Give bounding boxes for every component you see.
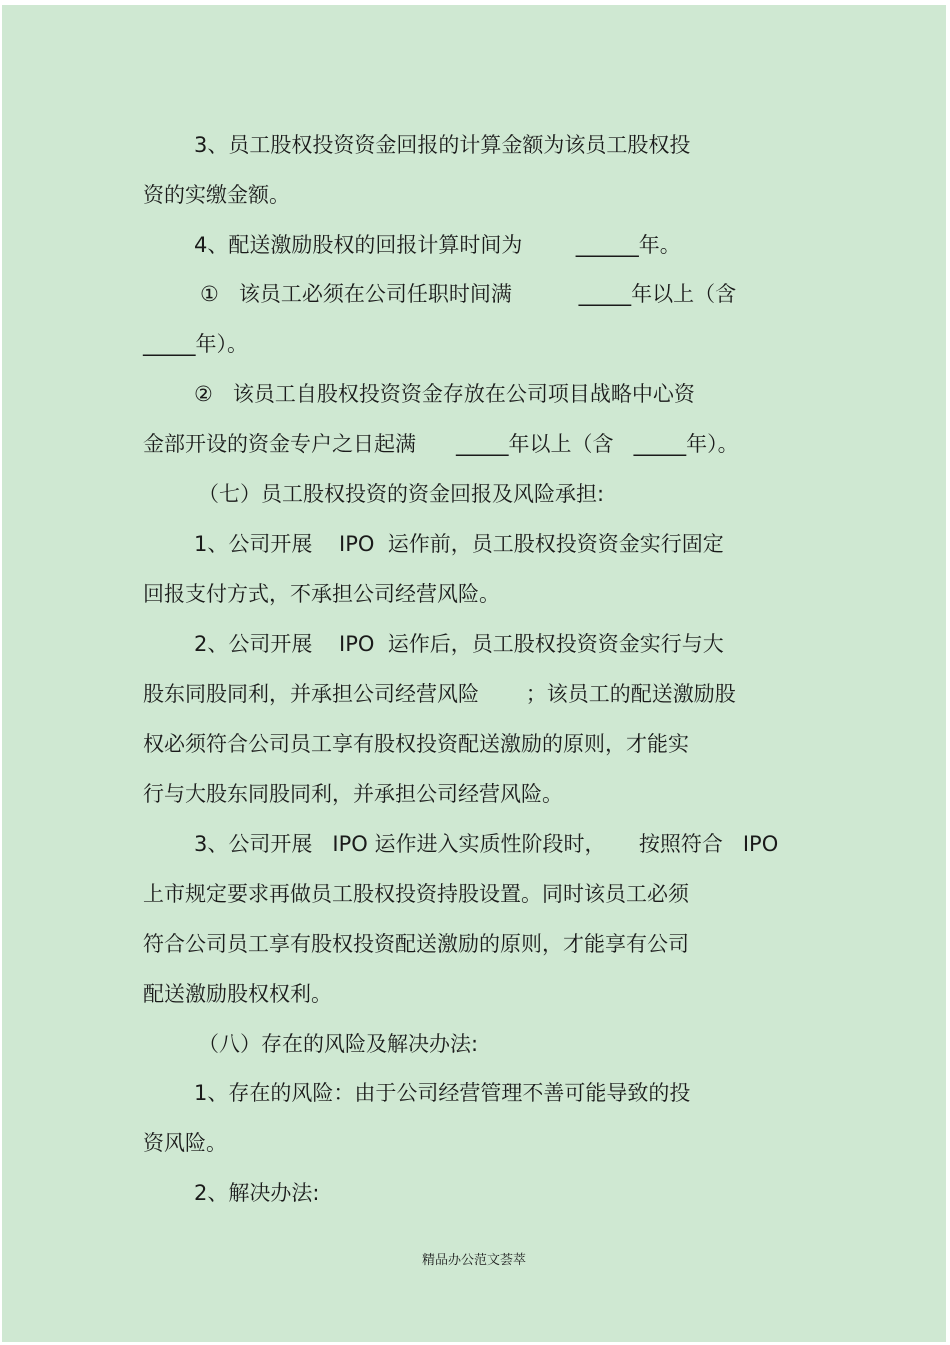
text-line: ② 该员工自股权投资资金存放在公司项目战略中心资	[194, 382, 695, 406]
text-line: 4、配送激励股权的回报计算时间为 ______年。	[194, 233, 681, 257]
text-line: 1、公司开展 IPO 运作前，员工股权投资资金实行固定	[194, 532, 724, 556]
section-heading: （八）存在的风险及解决办法:	[198, 1032, 479, 1056]
text-line: 权必须符合公司员工享有股权投资配送激励的原则，才能实	[143, 732, 689, 756]
text-line: 行与大股东同股同利，并承担公司经营风险。	[143, 782, 563, 806]
text-line: 回报支付方式，不承担公司经营风险。	[143, 582, 500, 606]
text-line: 股东同股同利，并承担公司经营风险 ；该员工的配送激励股	[143, 682, 736, 706]
text-line: 资的实缴金额。	[143, 183, 290, 207]
text-line: 1、存在的风险：由于公司经营管理不善可能导致的投	[194, 1081, 691, 1105]
document-page	[2, 5, 946, 1342]
text-line: 上市规定要求再做员工股权投资持股设置。同时该员工必须	[143, 882, 689, 906]
text-line: ① 该员工必须在公司任职时间满 _____年以上（含	[200, 282, 737, 306]
text-line: 配送激励股权权利。	[143, 982, 332, 1006]
text-line: 金部开设的资金专户之日起满 _____年以上（含 _____年）。	[143, 432, 739, 456]
page-footer: 精品办公范文荟萃	[421, 1253, 526, 1268]
text-line: 资风险。	[143, 1131, 227, 1155]
section-heading: （七）员工股权投资的资金回报及风险承担:	[198, 482, 605, 506]
text-line: 2、解决办法:	[194, 1181, 320, 1205]
text-line: 3、公司开展 IPO 运作进入实质性阶段时， 按照符合 IPO	[194, 832, 779, 856]
text-line: 符合公司员工享有股权投资配送激励的原则，才能享有公司	[143, 932, 689, 956]
text-line: 2、公司开展 IPO 运作后，员工股权投资资金实行与大	[194, 632, 724, 656]
text-line: 3、员工股权投资资金回报的计算金额为该员工股权投	[194, 133, 691, 157]
text-line: _____年）。	[143, 332, 248, 356]
